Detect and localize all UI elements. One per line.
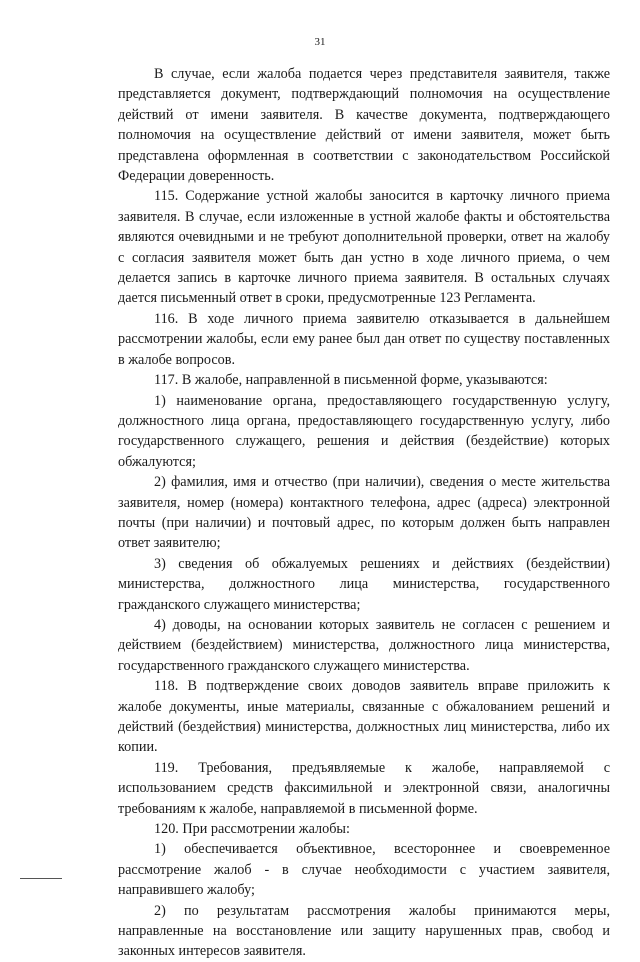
list-item-120-1: 1) обеспечивается объективное, всестороннее и своевременное рассмотрение жалоб - в случае необходимости с участием заявителя, направившего жалобу; (118, 841, 610, 899)
list-item-117-4: 4) доводы, на основании которых заявитель не согласен с решением и действием (бездействием) министерства, должностного лица министерства, государственного гражданского служащего министерства. (118, 616, 610, 674)
paragraph-intro: В случае, если жалоба подается через представителя заявителя, также представляется документ, подтверждающий полномочия на осуществление действий от имени заявителя. В качестве документа, подтверждающего полномочия на осуществление действий от имени заявителя, может быть представлена оформленная в соответствии с законодательством Российской Федерации доверенность. (118, 66, 610, 185)
paragraph-117: 117. В жалобе, направленной в письменной форме, указываются: (154, 372, 548, 389)
paragraph-118: 118. В подтверждение своих доводов заявитель вправе приложить к жалобе документы, иные материалы, связанные с обжалованием решений и действий (бездействия) министерства, должностных лиц министерства, либо их копии. (118, 678, 610, 756)
document-body (118, 64, 610, 962)
paragraph-120: 120. При рассмотрении жалобы: (154, 821, 350, 838)
footer-divider (20, 878, 62, 879)
paragraph-119: 119. Требования, предъявляемые к жалобе, направляемой с использованием средств факсимильной и электронной связи, аналогичны требованиям к жалобе, направляемой в письменной форме. (118, 759, 610, 817)
list-item-117-3: 3) сведения об обжалуемых решениях и действиях (бездействии) министерства, должностного лица министерства, государственного гражданского служащего министерства; (118, 555, 610, 613)
page-number: 31 (314, 36, 326, 48)
list-item-117-2: 2) фамилия, имя и отчество (при наличии), сведения о месте жительства заявителя, номер (номера) контактного телефона, адрес (адреса) электронной почты (при наличии) и почтовый адрес, по которым должен быть направлен ответ заявителю; (118, 474, 610, 552)
paragraph-115: 115. Содержание устной жалобы заносится в карточку личного приема заявителя. В случае, если изложенные в устной жалобе факты и обстоятельства являются очевидными и не требуют дополнительной проверки, ответ на жалобу с согласия заявителя может быть дан устно в ходе личного приема, о чем делается запись в карточке личного приема заявителя. В остальных случаях дается письменный ответ в сроки, предусмотренные 123 Регламента. (118, 188, 610, 307)
paragraph-116: 116. В ходе личного приема заявителю отказывается в дальнейшем рассмотрении жалобы, если ему ранее был дан ответ по существу поставленных в жалобе вопросов. (118, 310, 610, 368)
list-item-120-2: 2) по результатам рассмотрения жалобы принимаются меры, направленные на восстановление или защиту нарушенных прав, свобод и законных интересов заявителя. (118, 902, 610, 960)
list-item-117-1: 1) наименование органа, предоставляющего государственную услугу, должностного лица органа, предоставляющего государственную услугу, либо государственного служащего, решения и действия (бездействие) которых обжалуются; (118, 392, 610, 470)
